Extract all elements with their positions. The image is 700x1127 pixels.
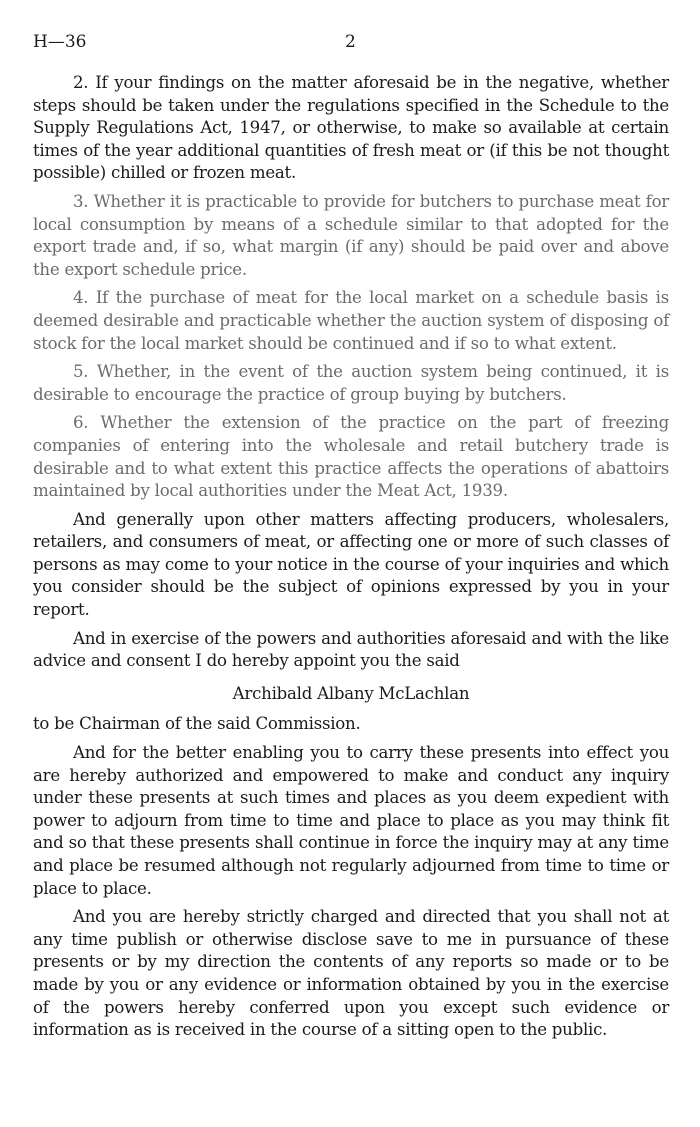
page-header <box>33 32 669 56</box>
clause-2: 2. If your findings on the matter aforesaid be in the negative, whether steps should be taken under the regulations specified in the Schedule to the Supply Regulations Act, 1947, or otherwise, to make so available at certain times of the year additional quantities of fresh meat or (if this be not thought possible) chilled or frozen meat. <box>33 73 669 183</box>
paragraph-better-enabling: And for the better enabling you to carry these presents into effect you are hereby authorized and empowered to make and conduct any inquiry under these presents at such times and places as you deem expedient with power to adjourn from time to time and place to place as you may think fit and so that these presents shall continue in force the inquiry may at any time and place be resumed although not regularly adjourned from time to time or place to place. <box>33 743 669 898</box>
document-page <box>33 32 669 1048</box>
paragraph-exercise: And in exercise of the powers and authorities aforesaid and with the like advice and consent I do hereby appoint you the said <box>33 628 669 671</box>
clause-4: 4. If the purchase of meat for the local market on a schedule basis is deemed desirable and practicable whether the auction system of disposing of stock for the local market should be continued and if so to what extent. <box>33 288 669 353</box>
paragraph-strictly-charged: And you are hereby strictly charged and directed that you shall not at any time publish or otherwise disclose save to me in pursuance of these presents or by my direction the contents of any reports so made or to be made by you or any evidence or information obtained by you in the exercise of the powers hereby conferred upon you except such evidence or information as is received in the course of a sitting open to the public. <box>33 907 669 1040</box>
clause-3: 3. Whether it is practicable to provide for butchers to purchase meat for local consumption by means of a schedule similar to that adopted for the export trade and, if so, what margin (if any) should be paid over and above the export schedule price. <box>33 191 669 279</box>
document-reference: H—36 <box>33 32 87 52</box>
chairman-name: Archibald Albany McLachlan <box>232 683 470 703</box>
page-number: 2 <box>345 32 356 52</box>
document-body <box>33 72 669 1042</box>
clause-6: 6. Whether the extension of the practice on the part of freezing companies of entering into the wholesale and retail butchery trade is desirable and to what extent this practice affects the operations of abattoirs maintained by local authorities under the Meat Act, 1939. <box>33 413 669 501</box>
paragraph-generally: And generally upon other matters affecting producers, wholesalers, retailers, and consumers of meat, or affecting one or more of such classes of persons as may come to your notice in the course of your inquiries and which you consider should be the subject of opinions expressed by you in your report. <box>33 509 669 620</box>
paragraph-chairman: to be Chairman of the said Commission. <box>33 714 361 734</box>
clause-5: 5. Whether, in the event of the auction system being continued, it is desirable to encourage the practice of group buying by butchers. <box>33 362 669 404</box>
